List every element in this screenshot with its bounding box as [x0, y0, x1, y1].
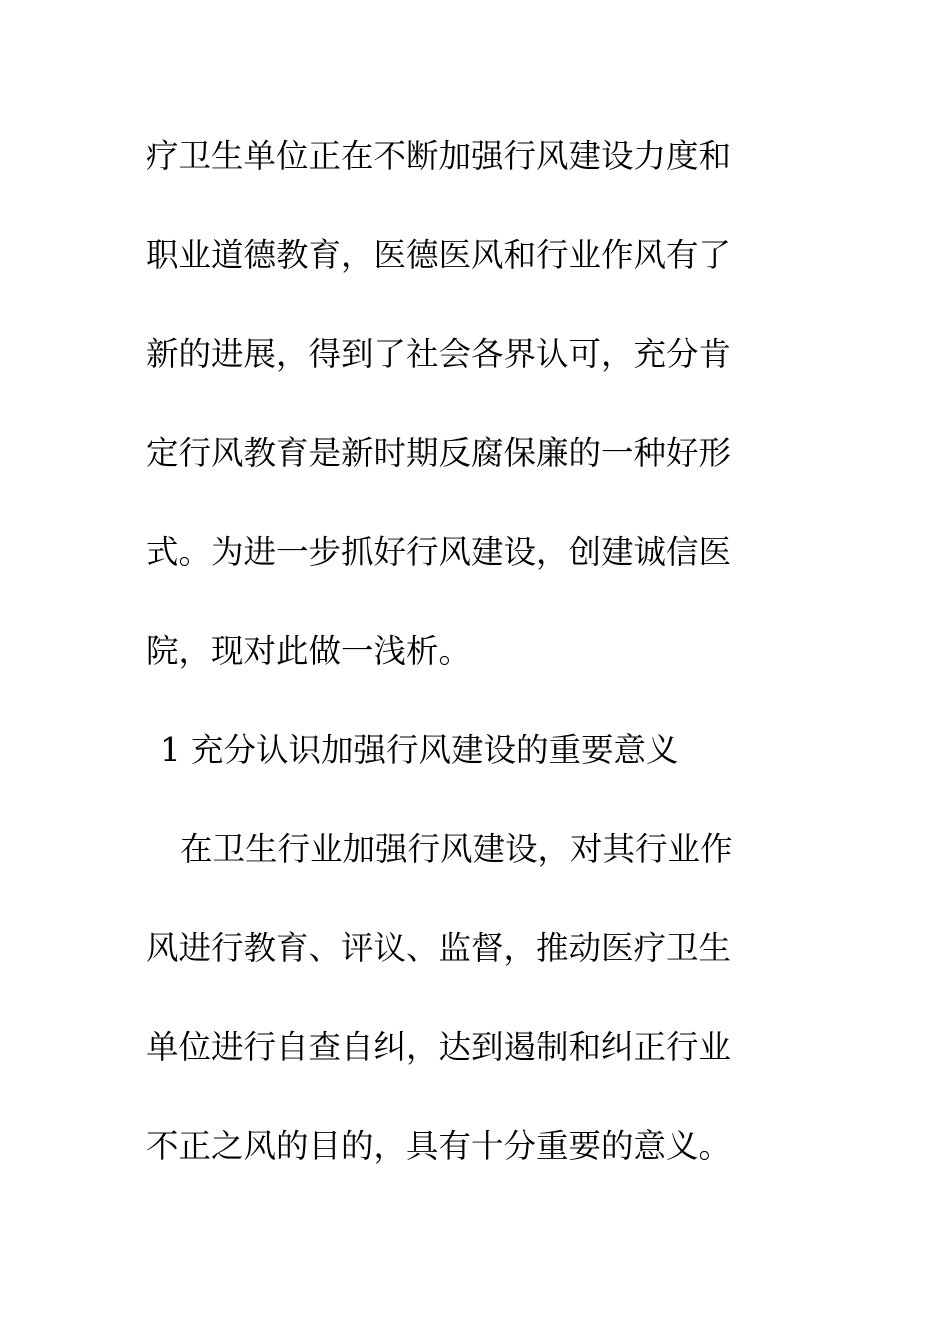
paragraph-line: 不正之风的目的，具有十分重要的意义。: [146, 1127, 732, 1165]
paragraph-line: 式。为进一步抓好行风建设，创建诚信医: [146, 533, 732, 571]
paragraph-line: 院，现对此做一浅析。: [146, 632, 472, 670]
section-heading: 1 充分认识加强行风建设的重要意义: [160, 731, 679, 769]
paragraph-line: 新的进展，得到了社会各界认可，充分肯: [146, 335, 732, 373]
paragraph-line: 在卫生行业加强行风建设，对其行业作: [180, 830, 733, 868]
paragraph-line: 单位进行自查自纠，达到遏制和纠正行业: [146, 1028, 732, 1066]
paragraph-line: 疗卫生单位正在不断加强行风建设力度和: [146, 137, 732, 175]
paragraph-line: 风进行教育、评议、监督，推动医疗卫生: [146, 929, 732, 967]
paragraph-line: 职业道德教育，医德医风和行业作风有了: [146, 236, 732, 274]
paragraph-line: 定行风教育是新时期反腐保廉的一种好形: [146, 434, 732, 472]
